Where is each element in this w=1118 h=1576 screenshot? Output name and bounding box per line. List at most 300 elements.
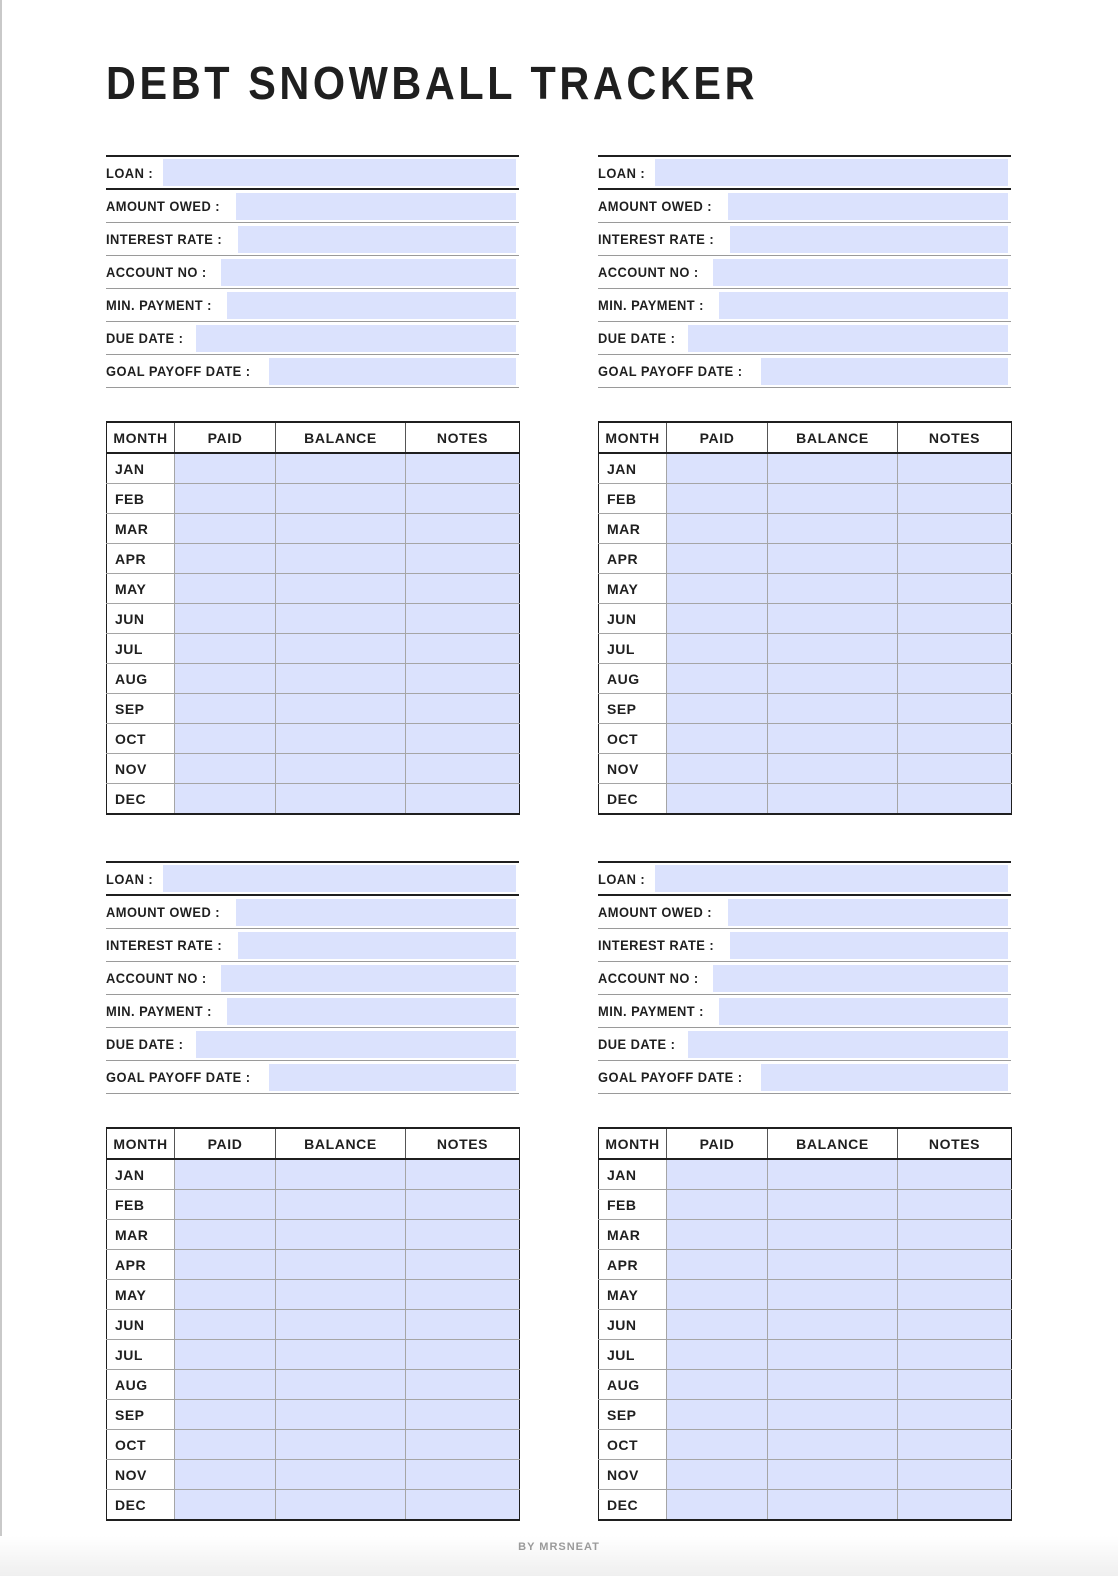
column-header-paid: PAID	[667, 1128, 768, 1159]
month-cell: JUN	[107, 604, 175, 634]
paid-cell[interactable]	[175, 1280, 276, 1310]
footer-credit: BY MRSNEAT	[518, 1541, 600, 1553]
paid-cell[interactable]	[175, 784, 276, 815]
form-row-account-no	[598, 962, 1011, 995]
balance-cell[interactable]	[276, 1400, 406, 1430]
balance-cell[interactable]	[768, 754, 898, 784]
paid-cell[interactable]	[175, 1310, 276, 1340]
table-row	[599, 453, 1012, 484]
column-header-balance: BALANCE	[276, 1128, 406, 1159]
paid-cell[interactable]	[175, 724, 276, 754]
paid-cell[interactable]	[667, 1400, 768, 1430]
paid-cell[interactable]	[175, 1220, 276, 1250]
month-cell: NOV	[107, 754, 175, 784]
amount-owed-field[interactable]	[236, 899, 516, 926]
notes-cell[interactable]	[406, 1159, 520, 1190]
balance-cell[interactable]	[768, 694, 898, 724]
interest-rate-field[interactable]	[730, 932, 1008, 959]
account-no-label: ACCOUNT NO :	[106, 970, 207, 986]
table-row	[107, 544, 520, 574]
table-row	[599, 1250, 1012, 1280]
balance-cell[interactable]	[276, 1190, 406, 1220]
month-cell: DEC	[107, 1490, 175, 1521]
goal-payoff-date-label: GOAL PAYOFF DATE :	[598, 1069, 743, 1085]
account-no-field[interactable]	[713, 965, 1008, 992]
notes-cell[interactable]	[406, 634, 520, 664]
notes-cell[interactable]	[898, 1310, 1012, 1340]
table-row	[107, 1490, 520, 1521]
notes-cell[interactable]	[406, 604, 520, 634]
notes-cell[interactable]	[406, 664, 520, 694]
notes-cell[interactable]	[898, 634, 1012, 664]
balance-cell[interactable]	[768, 484, 898, 514]
notes-cell[interactable]	[898, 1220, 1012, 1250]
monthly-payment-table	[598, 421, 1012, 815]
column-header-balance: BALANCE	[768, 1128, 898, 1159]
column-header-notes: NOTES	[406, 422, 520, 453]
notes-cell[interactable]	[898, 1340, 1012, 1370]
form-row-min-payment	[598, 995, 1011, 1028]
month-cell: OCT	[599, 1430, 667, 1460]
table-row	[107, 634, 520, 664]
paid-cell[interactable]	[667, 634, 768, 664]
form-row-amount-owed	[106, 190, 519, 223]
paid-cell[interactable]	[175, 484, 276, 514]
notes-cell[interactable]	[406, 1280, 520, 1310]
column-header-notes: NOTES	[898, 422, 1012, 453]
balance-cell[interactable]	[768, 574, 898, 604]
form-row-due-date	[106, 1028, 519, 1061]
paid-cell[interactable]	[667, 1370, 768, 1400]
monthly-payment-table	[106, 1127, 520, 1521]
table-row	[599, 1490, 1012, 1521]
balance-cell[interactable]	[276, 1490, 406, 1521]
notes-cell[interactable]	[898, 1430, 1012, 1460]
balance-cell[interactable]	[276, 604, 406, 634]
form-row-min-payment	[106, 289, 519, 322]
notes-cell[interactable]	[406, 694, 520, 724]
month-cell: AUG	[599, 1370, 667, 1400]
month-cell: OCT	[107, 724, 175, 754]
paid-cell[interactable]	[175, 1190, 276, 1220]
notes-cell[interactable]	[898, 1370, 1012, 1400]
notes-cell[interactable]	[406, 1310, 520, 1340]
form-row-loan	[598, 863, 1011, 896]
balance-cell[interactable]	[276, 1220, 406, 1250]
account-no-label: ACCOUNT NO :	[598, 264, 699, 280]
notes-cell[interactable]	[406, 1490, 520, 1521]
notes-cell[interactable]	[898, 1490, 1012, 1521]
notes-cell[interactable]	[406, 1250, 520, 1280]
paid-cell[interactable]	[175, 1400, 276, 1430]
form-row-loan	[106, 863, 519, 896]
balance-cell[interactable]	[768, 664, 898, 694]
balance-cell[interactable]	[768, 1310, 898, 1340]
paid-cell[interactable]	[175, 754, 276, 784]
paid-cell[interactable]	[667, 1460, 768, 1490]
month-cell: JAN	[107, 453, 175, 484]
amount-owed-field[interactable]	[728, 193, 1008, 220]
paid-cell[interactable]	[175, 694, 276, 724]
paid-cell[interactable]	[667, 724, 768, 754]
month-cell: NOV	[599, 1460, 667, 1490]
min-payment-label: MIN. PAYMENT :	[598, 297, 704, 313]
notes-cell[interactable]	[406, 1370, 520, 1400]
form-row-due-date	[598, 1028, 1011, 1061]
month-cell: NOV	[599, 754, 667, 784]
page-edge	[0, 0, 2, 1576]
balance-cell[interactable]	[768, 1340, 898, 1370]
column-header-month: MONTH	[599, 1128, 667, 1159]
paid-cell[interactable]	[175, 1430, 276, 1460]
interest-rate-label: INTEREST RATE :	[106, 231, 223, 247]
notes-cell[interactable]	[406, 1220, 520, 1250]
month-cell: JAN	[599, 1159, 667, 1190]
month-cell: SEP	[107, 1400, 175, 1430]
min-payment-label: MIN. PAYMENT :	[106, 1003, 212, 1019]
column-header-month: MONTH	[107, 422, 175, 453]
month-cell: AUG	[107, 664, 175, 694]
goal-payoff-date-field[interactable]	[761, 1064, 1008, 1091]
loan-field[interactable]	[163, 865, 516, 892]
balance-cell[interactable]	[276, 1310, 406, 1340]
paid-cell[interactable]	[175, 453, 276, 484]
notes-cell[interactable]	[898, 604, 1012, 634]
table-row	[599, 1220, 1012, 1250]
interest-rate-label: INTEREST RATE :	[106, 937, 223, 953]
paid-cell[interactable]	[667, 1490, 768, 1521]
balance-cell[interactable]	[768, 1220, 898, 1250]
balance-cell[interactable]	[768, 544, 898, 574]
paid-cell[interactable]	[175, 514, 276, 544]
notes-cell[interactable]	[406, 1400, 520, 1430]
balance-cell[interactable]	[768, 1250, 898, 1280]
table-row	[107, 724, 520, 754]
paid-cell[interactable]	[175, 664, 276, 694]
interest-rate-field[interactable]	[238, 226, 516, 253]
min-payment-field[interactable]	[227, 998, 516, 1025]
paid-cell[interactable]	[667, 484, 768, 514]
paid-cell[interactable]	[667, 544, 768, 574]
amount-owed-field[interactable]	[728, 899, 1008, 926]
balance-cell[interactable]	[768, 1490, 898, 1521]
table-row	[107, 694, 520, 724]
min-payment-field[interactable]	[227, 292, 516, 319]
goal-payoff-date-field[interactable]	[269, 1064, 516, 1091]
paid-cell[interactable]	[175, 634, 276, 664]
table-row	[599, 634, 1012, 664]
month-cell: FEB	[599, 484, 667, 514]
table-row	[599, 604, 1012, 634]
balance-cell[interactable]	[276, 1280, 406, 1310]
table-row	[599, 1310, 1012, 1340]
form-row-interest-rate	[598, 929, 1011, 962]
loan-block-3	[106, 861, 519, 1521]
balance-cell[interactable]	[768, 514, 898, 544]
table-row	[599, 1340, 1012, 1370]
loan-info-form	[598, 861, 1011, 1094]
due-date-label: DUE DATE :	[598, 1036, 676, 1052]
notes-cell[interactable]	[898, 1280, 1012, 1310]
notes-cell[interactable]	[898, 1159, 1012, 1190]
paid-cell[interactable]	[667, 1340, 768, 1370]
due-date-label: DUE DATE :	[106, 1036, 184, 1052]
goal-payoff-date-field[interactable]	[761, 358, 1008, 385]
notes-cell[interactable]	[406, 574, 520, 604]
form-row-due-date	[106, 322, 519, 355]
notes-cell[interactable]	[898, 784, 1012, 815]
notes-cell[interactable]	[898, 544, 1012, 574]
month-cell: MAY	[107, 1280, 175, 1310]
loan-label: LOAN :	[106, 870, 154, 887]
column-header-month: MONTH	[107, 1128, 175, 1159]
table-row	[599, 544, 1012, 574]
month-cell: AUG	[599, 664, 667, 694]
balance-cell[interactable]	[768, 1400, 898, 1430]
column-header-notes: NOTES	[406, 1128, 520, 1159]
month-cell: MAR	[599, 1220, 667, 1250]
balance-cell[interactable]	[276, 514, 406, 544]
month-cell: DEC	[599, 1490, 667, 1521]
min-payment-field[interactable]	[719, 998, 1008, 1025]
month-cell: DEC	[107, 784, 175, 815]
notes-cell[interactable]	[406, 1460, 520, 1490]
month-cell: FEB	[107, 1190, 175, 1220]
column-header-month: MONTH	[599, 422, 667, 453]
loan-label: LOAN :	[598, 164, 646, 181]
paid-cell[interactable]	[667, 1220, 768, 1250]
column-header-paid: PAID	[667, 422, 768, 453]
min-payment-label: MIN. PAYMENT :	[598, 1003, 704, 1019]
balance-cell[interactable]	[276, 453, 406, 484]
paid-cell[interactable]	[667, 1190, 768, 1220]
balance-cell[interactable]	[768, 1460, 898, 1490]
notes-cell[interactable]	[898, 664, 1012, 694]
paid-cell[interactable]	[175, 1159, 276, 1190]
form-row-goal-payoff-date	[598, 355, 1011, 388]
month-cell: FEB	[599, 1190, 667, 1220]
notes-cell[interactable]	[406, 1430, 520, 1460]
month-cell: FEB	[107, 484, 175, 514]
amount-owed-label: AMOUNT OWED :	[598, 904, 713, 920]
notes-cell[interactable]	[406, 484, 520, 514]
balance-cell[interactable]	[768, 634, 898, 664]
account-no-field[interactable]	[221, 965, 516, 992]
month-cell: JAN	[107, 1159, 175, 1190]
form-row-due-date	[598, 322, 1011, 355]
table-row	[107, 784, 520, 815]
table-row	[599, 664, 1012, 694]
due-date-field[interactable]	[688, 325, 1008, 352]
form-row-amount-owed	[598, 190, 1011, 223]
amount-owed-label: AMOUNT OWED :	[106, 904, 221, 920]
month-cell: JUN	[107, 1310, 175, 1340]
table-row	[107, 574, 520, 604]
balance-cell[interactable]	[276, 724, 406, 754]
balance-cell[interactable]	[768, 1159, 898, 1190]
table-row	[599, 724, 1012, 754]
table-row	[107, 1400, 520, 1430]
balance-cell[interactable]	[768, 724, 898, 754]
loan-field[interactable]	[655, 865, 1008, 892]
balance-cell[interactable]	[768, 604, 898, 634]
paid-cell[interactable]	[667, 453, 768, 484]
balance-cell[interactable]	[768, 1430, 898, 1460]
table-row	[107, 604, 520, 634]
paid-cell[interactable]	[667, 1310, 768, 1340]
month-cell: DEC	[599, 784, 667, 815]
loan-block-4	[598, 861, 1011, 1521]
due-date-field[interactable]	[196, 325, 516, 352]
notes-cell[interactable]	[406, 544, 520, 574]
balance-cell[interactable]	[276, 1340, 406, 1370]
table-row	[599, 1430, 1012, 1460]
loan-info-form	[106, 155, 519, 388]
notes-cell[interactable]	[898, 1400, 1012, 1430]
form-row-goal-payoff-date	[106, 355, 519, 388]
notes-cell[interactable]	[898, 1460, 1012, 1490]
paid-cell[interactable]	[667, 784, 768, 815]
amount-owed-field[interactable]	[236, 193, 516, 220]
month-cell: MAR	[107, 514, 175, 544]
paid-cell[interactable]	[667, 514, 768, 544]
goal-payoff-date-field[interactable]	[269, 358, 516, 385]
balance-cell[interactable]	[276, 1460, 406, 1490]
form-row-loan	[106, 157, 519, 190]
balance-cell[interactable]	[768, 1370, 898, 1400]
table-row	[107, 1280, 520, 1310]
due-date-label: DUE DATE :	[106, 330, 184, 346]
paid-cell[interactable]	[175, 1340, 276, 1370]
min-payment-field[interactable]	[719, 292, 1008, 319]
balance-cell[interactable]	[768, 1190, 898, 1220]
paid-cell[interactable]	[667, 754, 768, 784]
paid-cell[interactable]	[175, 1460, 276, 1490]
paid-cell[interactable]	[175, 604, 276, 634]
table-row	[107, 1220, 520, 1250]
notes-cell[interactable]	[406, 514, 520, 544]
paid-cell[interactable]	[667, 1250, 768, 1280]
form-row-amount-owed	[106, 896, 519, 929]
balance-cell[interactable]	[276, 694, 406, 724]
balance-cell[interactable]	[276, 484, 406, 514]
paid-cell[interactable]	[667, 694, 768, 724]
balance-cell[interactable]	[768, 1280, 898, 1310]
table-row	[599, 1460, 1012, 1490]
paid-cell[interactable]	[667, 1430, 768, 1460]
balance-cell[interactable]	[276, 1370, 406, 1400]
notes-cell[interactable]	[898, 1250, 1012, 1280]
interest-rate-field[interactable]	[730, 226, 1008, 253]
balance-cell[interactable]	[276, 634, 406, 664]
balance-cell[interactable]	[276, 544, 406, 574]
goal-payoff-date-label: GOAL PAYOFF DATE :	[106, 1069, 251, 1085]
paid-cell[interactable]	[175, 1250, 276, 1280]
notes-cell[interactable]	[406, 1190, 520, 1220]
notes-cell[interactable]	[898, 754, 1012, 784]
form-row-amount-owed	[598, 896, 1011, 929]
monthly-payment-table	[598, 1127, 1012, 1521]
balance-cell[interactable]	[276, 664, 406, 694]
notes-cell[interactable]	[898, 484, 1012, 514]
balance-cell[interactable]	[276, 574, 406, 604]
notes-cell[interactable]	[898, 724, 1012, 754]
month-cell: APR	[107, 544, 175, 574]
balance-cell[interactable]	[276, 1159, 406, 1190]
account-no-field[interactable]	[713, 259, 1008, 286]
table-row	[107, 514, 520, 544]
table-row	[107, 453, 520, 484]
column-header-paid: PAID	[175, 422, 276, 453]
month-cell: SEP	[599, 694, 667, 724]
loan-field[interactable]	[655, 159, 1008, 186]
balance-cell[interactable]	[276, 1430, 406, 1460]
month-cell: JAN	[599, 453, 667, 484]
balance-cell[interactable]	[276, 1250, 406, 1280]
balance-cell[interactable]	[276, 784, 406, 815]
paid-cell[interactable]	[175, 1490, 276, 1521]
form-row-interest-rate	[598, 223, 1011, 256]
table-row	[107, 1370, 520, 1400]
form-row-account-no	[598, 256, 1011, 289]
notes-cell[interactable]	[898, 1190, 1012, 1220]
notes-cell[interactable]	[406, 754, 520, 784]
loan-field[interactable]	[163, 159, 516, 186]
interest-rate-label: INTEREST RATE :	[598, 231, 715, 247]
interest-rate-field[interactable]	[238, 932, 516, 959]
min-payment-label: MIN. PAYMENT :	[106, 297, 212, 313]
paid-cell[interactable]	[175, 574, 276, 604]
account-no-field[interactable]	[221, 259, 516, 286]
paid-cell[interactable]	[667, 1280, 768, 1310]
form-row-interest-rate	[106, 223, 519, 256]
paid-cell[interactable]	[175, 1370, 276, 1400]
paid-cell[interactable]	[175, 544, 276, 574]
month-cell: JUL	[599, 634, 667, 664]
month-cell: APR	[599, 1250, 667, 1280]
balance-cell[interactable]	[768, 784, 898, 815]
paid-cell[interactable]	[667, 1159, 768, 1190]
notes-cell[interactable]	[898, 453, 1012, 484]
table-row	[107, 1159, 520, 1190]
notes-cell[interactable]	[898, 694, 1012, 724]
balance-cell[interactable]	[768, 453, 898, 484]
due-date-field[interactable]	[688, 1031, 1008, 1058]
month-cell: JUN	[599, 604, 667, 634]
paid-cell[interactable]	[667, 574, 768, 604]
page-title: DEBT SNOWBALL TRACKER	[106, 57, 759, 109]
notes-cell[interactable]	[406, 1340, 520, 1370]
month-cell: APR	[107, 1250, 175, 1280]
due-date-field[interactable]	[196, 1031, 516, 1058]
table-row	[599, 754, 1012, 784]
balance-cell[interactable]	[276, 754, 406, 784]
notes-cell[interactable]	[898, 574, 1012, 604]
notes-cell[interactable]	[406, 724, 520, 754]
month-cell: SEP	[599, 1400, 667, 1430]
table-row	[107, 754, 520, 784]
notes-cell[interactable]	[406, 784, 520, 815]
notes-cell[interactable]	[898, 514, 1012, 544]
paid-cell[interactable]	[667, 604, 768, 634]
form-row-min-payment	[106, 995, 519, 1028]
month-cell: OCT	[599, 724, 667, 754]
table-row	[599, 1280, 1012, 1310]
paid-cell[interactable]	[667, 664, 768, 694]
loan-block-1	[106, 155, 519, 815]
notes-cell[interactable]	[406, 453, 520, 484]
table-row	[107, 1250, 520, 1280]
